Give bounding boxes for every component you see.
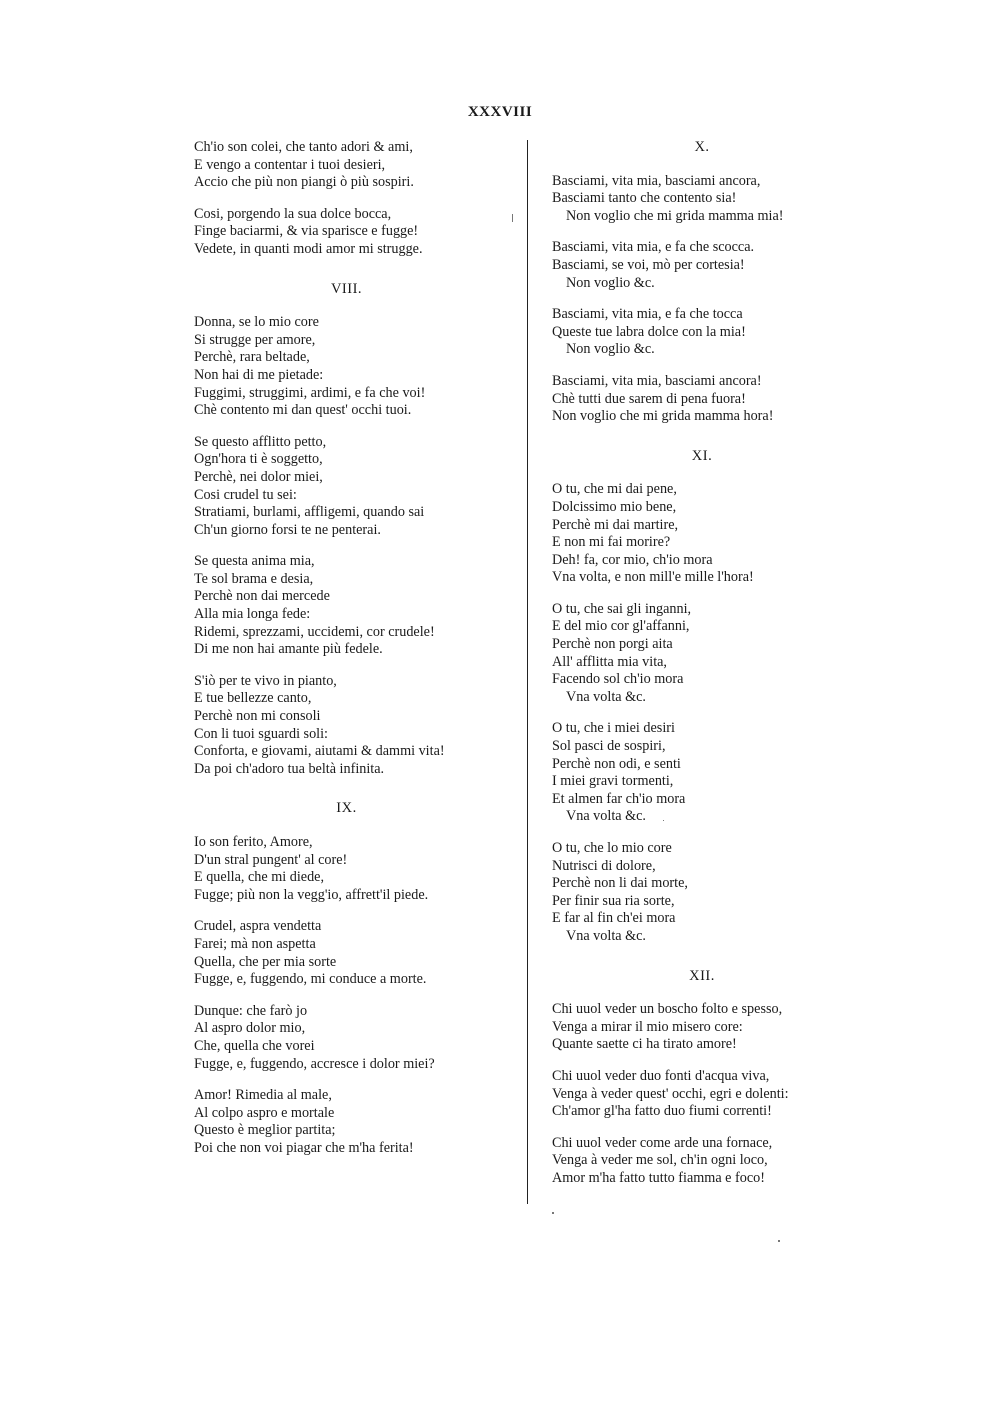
verse-line: Donna, se lo mio core [194, 314, 319, 331]
verse-line: Questo è meglior partita; [194, 1122, 336, 1139]
verse-line: Chè contento mi dan quest' occhi tuoi. [194, 402, 412, 419]
right-column [552, 139, 852, 1188]
verse-line: Che, quella che vorei [194, 1037, 315, 1054]
verse-line: Non voglio che mi grida mamma hora! [552, 408, 774, 425]
stanza [552, 239, 852, 292]
verse-line: Non hai di me pietade: [194, 366, 324, 383]
stanza [552, 601, 852, 707]
verse-line: Basciami, vita mia, e fa che scocca. [552, 239, 755, 256]
verse-line: E tue bellezze canto, [194, 690, 312, 707]
verse-line: O tu, che lo mio core [552, 840, 672, 856]
verse-line: Perchè non mi consoli [194, 708, 321, 725]
stanza [552, 1068, 852, 1121]
verse-line: E far al fin ch'ei mora [552, 910, 676, 927]
verse-line: All' afflitta mia vita, [552, 653, 667, 670]
verse-line: Cosi crudel tu sei: [194, 486, 297, 503]
verse-line: Vna volta, e non mill'e mille l'hora! [552, 569, 754, 586]
verse-line: Alla mia longa fede: [194, 606, 311, 623]
verse-line: Chi uuol veder come arde una fornace, [552, 1134, 773, 1151]
spacer [552, 1054, 852, 1068]
verse-line: Non voglio &c. [566, 274, 655, 291]
verse-line: Non voglio &c. [566, 341, 655, 358]
verse-line: Vna volta &c. [566, 688, 646, 705]
verse-line: Fugge, e, fuggendo, mi conduce a morte. [194, 971, 427, 988]
verse-line: Se questo afflitto petto, [194, 433, 327, 450]
verse-line: Perchè non dai mercede [194, 588, 330, 605]
spacer [552, 1121, 852, 1135]
scan-fleck [778, 1240, 780, 1242]
verse-line: Facendo sol ch'io mora [552, 671, 684, 688]
spacer [552, 985, 852, 1001]
verse-line: Queste tue labra dolce con la mia! [552, 323, 746, 340]
verse-line: Cosi, porgendo la sua dolce bocca, [194, 205, 392, 222]
verse-line: Basciami tanto che contento sia! [552, 190, 737, 207]
scan-fleck [512, 214, 513, 222]
spacer [552, 587, 852, 601]
verse-line: Basciami, vita mia, e fa che tocca [552, 306, 743, 323]
verse-line: Perchè non porgi aita [552, 636, 673, 653]
scan-fleck [552, 1212, 554, 1214]
spacer [552, 157, 852, 173]
verse-line: Ridemi, sprezzami, uccidemi, cor crudele! [194, 623, 435, 640]
verse-line: Venga à veder me sol, ch'in ogni loco, [552, 1152, 768, 1169]
verse-line: Perchè mi dai martire, [552, 516, 679, 533]
verse-line: Fuggimi, struggimi, ardimi, e fa che voi! [194, 384, 426, 401]
spacer [194, 904, 499, 918]
verse-line: Ch'un giorno forsi te ne penterai. [194, 521, 381, 538]
stanza [552, 840, 852, 946]
spacer [194, 989, 499, 1003]
verse-line: I miei gravi tormenti, [552, 773, 674, 790]
verse-line: Perchè, rara beltade, [194, 349, 310, 366]
stanza [194, 553, 499, 659]
verse-line: E quella, che mi diede, [194, 869, 325, 886]
verse-line: Al aspro dolor mio, [194, 1020, 306, 1037]
verse-line: Te sol brama e desia, [194, 570, 314, 587]
stanza [552, 481, 852, 587]
stanza [194, 918, 499, 988]
verse-line: E vengo a contentar i tuoi desieri, [194, 156, 386, 173]
stanza [194, 834, 499, 904]
spacer [552, 359, 852, 373]
page-header: XXXVIII [467, 104, 533, 120]
verse-line: Crudel, aspra vendetta [194, 918, 322, 935]
spacer [552, 946, 852, 968]
verse-line: Chi uuol veder duo fonti d'acqua viva, [552, 1067, 770, 1084]
verse-line: Perchè non odi, e senti [552, 755, 681, 772]
verse-line: Quella, che per mia sorte [194, 953, 337, 970]
verse-line: Vna volta &c. [566, 808, 646, 825]
section-heading: XII. [689, 967, 715, 984]
verse-line: Fugge, e, fuggendo, accresce i dolor miei? [194, 1055, 435, 1072]
spacer [194, 539, 499, 553]
section-heading: X. [694, 139, 710, 155]
verse-line: Basciami, vita mia, basciami ancora! [552, 372, 762, 389]
verse-line: Chè tutti due sarem di pena fuora! [552, 390, 746, 407]
verse-line: S'iò per te vivo in pianto, [194, 672, 337, 689]
verse-line: O tu, che sai gli inganni, [552, 600, 692, 617]
verse-line: E del mio cor gl'affanni, [552, 618, 690, 635]
verse-line: Chi uuol veder un boscho folto e spesso, [552, 1001, 783, 1018]
column-divider [527, 140, 528, 1204]
verse-line: Vna volta &c. [566, 927, 646, 944]
verse-line: D'un stral pungent' al core! [194, 851, 348, 868]
left-column [194, 139, 499, 1158]
verse-line: Con li tuoi sguardi soli: [194, 725, 328, 742]
spacer [194, 778, 499, 800]
spacer [552, 826, 852, 840]
verse-line: Venga a mirar il mio misero core: [552, 1018, 743, 1035]
spacer [194, 818, 499, 834]
spacer [194, 420, 499, 434]
verse-line: Sol pasci de sospiri, [552, 738, 666, 755]
verse-line: Dolcissimo mio bene, [552, 498, 677, 515]
section-heading: XI. [691, 447, 713, 464]
verse-line: Per finir sua ria sorte, [552, 892, 675, 909]
verse-line: Venga à veder quest' occhi, egri e dolenti: [552, 1085, 789, 1102]
verse-line: Ogn'hora ti è soggetto, [194, 451, 323, 468]
stanza [194, 314, 499, 420]
verse-line: Io son ferito, Amore, [194, 834, 313, 850]
verse-line: Basciami, se voi, mò per cortesia! [552, 256, 745, 273]
spacer [194, 192, 499, 206]
verse-line: Et almen far ch'io mora [552, 790, 686, 807]
stanza [194, 673, 499, 779]
verse-line: Conforta, e giovami, aiutami & dammi vita! [194, 743, 445, 760]
verse-line: Non voglio che mi grida mamma mia! [566, 207, 784, 224]
verse-line: Si strugge per amore, [194, 331, 316, 348]
spacer [194, 259, 499, 281]
verse-line: Accio che più non piangi ò più sospiri. [194, 174, 414, 191]
verse-line: Amor! Rimedia al male, [194, 1087, 332, 1104]
stanza [552, 306, 852, 359]
verse-line: E non mi fai morire? [552, 534, 671, 551]
stanza [194, 206, 499, 259]
section-heading: VIII. [330, 280, 363, 297]
stanza [552, 720, 852, 826]
scan-fleck [663, 820, 664, 821]
section-heading: IX. [336, 800, 357, 817]
verse-line: Quante saette ci ha tirato amore! [552, 1036, 737, 1053]
stanza [552, 1001, 852, 1054]
spacer [552, 465, 852, 481]
verse-line: Di me non hai amante più fedele. [194, 641, 383, 658]
verse-line: Ch'amor gl'ha fatto duo fiumi correnti! [552, 1103, 772, 1120]
verse-line: Da poi ch'adoro tua beltà infinita. [194, 760, 385, 777]
spacer [552, 225, 852, 239]
verse-line: O tu, che mi dai pene, [552, 481, 677, 498]
stanza [552, 373, 852, 426]
verse-line: Nutrisci di dolore, [552, 857, 656, 874]
verse-line: Basciami, vita mia, basciami ancora, [552, 172, 761, 189]
spacer [552, 426, 852, 448]
verse-line: Dunque: che farò jo [194, 1002, 308, 1019]
verse-line: Al colpo aspro e mortale [194, 1104, 335, 1121]
verse-line: Deh! fa, cor mio, ch'io mora [552, 551, 713, 568]
verse-line: Perchè, nei dolor miei, [194, 468, 323, 485]
spacer [194, 659, 499, 673]
stanza [194, 1087, 499, 1157]
verse-line: Amor m'ha fatto tutto fiamma e foco! [552, 1169, 765, 1186]
verse-line: Poi che non voi piagar che m'ha ferita! [194, 1139, 414, 1156]
stanza [194, 434, 499, 540]
verse-line: Stratiami, burlami, affligemi, quando sai [194, 504, 425, 521]
verse-line: Fugge; più non la vegg'io, affrett'il piede. [194, 886, 429, 903]
stanza [552, 173, 852, 226]
spacer [194, 1073, 499, 1087]
stanza [552, 1135, 852, 1188]
stanza [194, 1003, 499, 1073]
verse-line: Se questa anima mia, [194, 553, 315, 570]
verse-line: Finge baciarmi, & via sparisce e fugge! [194, 223, 419, 240]
verse-line: Vedete, in quanti modi amor mi strugge. [194, 240, 423, 257]
spacer [194, 298, 499, 314]
verse-line: Farei; mà non aspetta [194, 935, 316, 952]
stanza [194, 139, 499, 192]
spacer [552, 706, 852, 720]
verse-line: Ch'io son colei, che tanto adori & ami, [194, 139, 413, 155]
verse-line: O tu, che i miei desiri [552, 720, 675, 737]
spacer [552, 292, 852, 306]
verse-line: Perchè non li dai morte, [552, 875, 688, 892]
